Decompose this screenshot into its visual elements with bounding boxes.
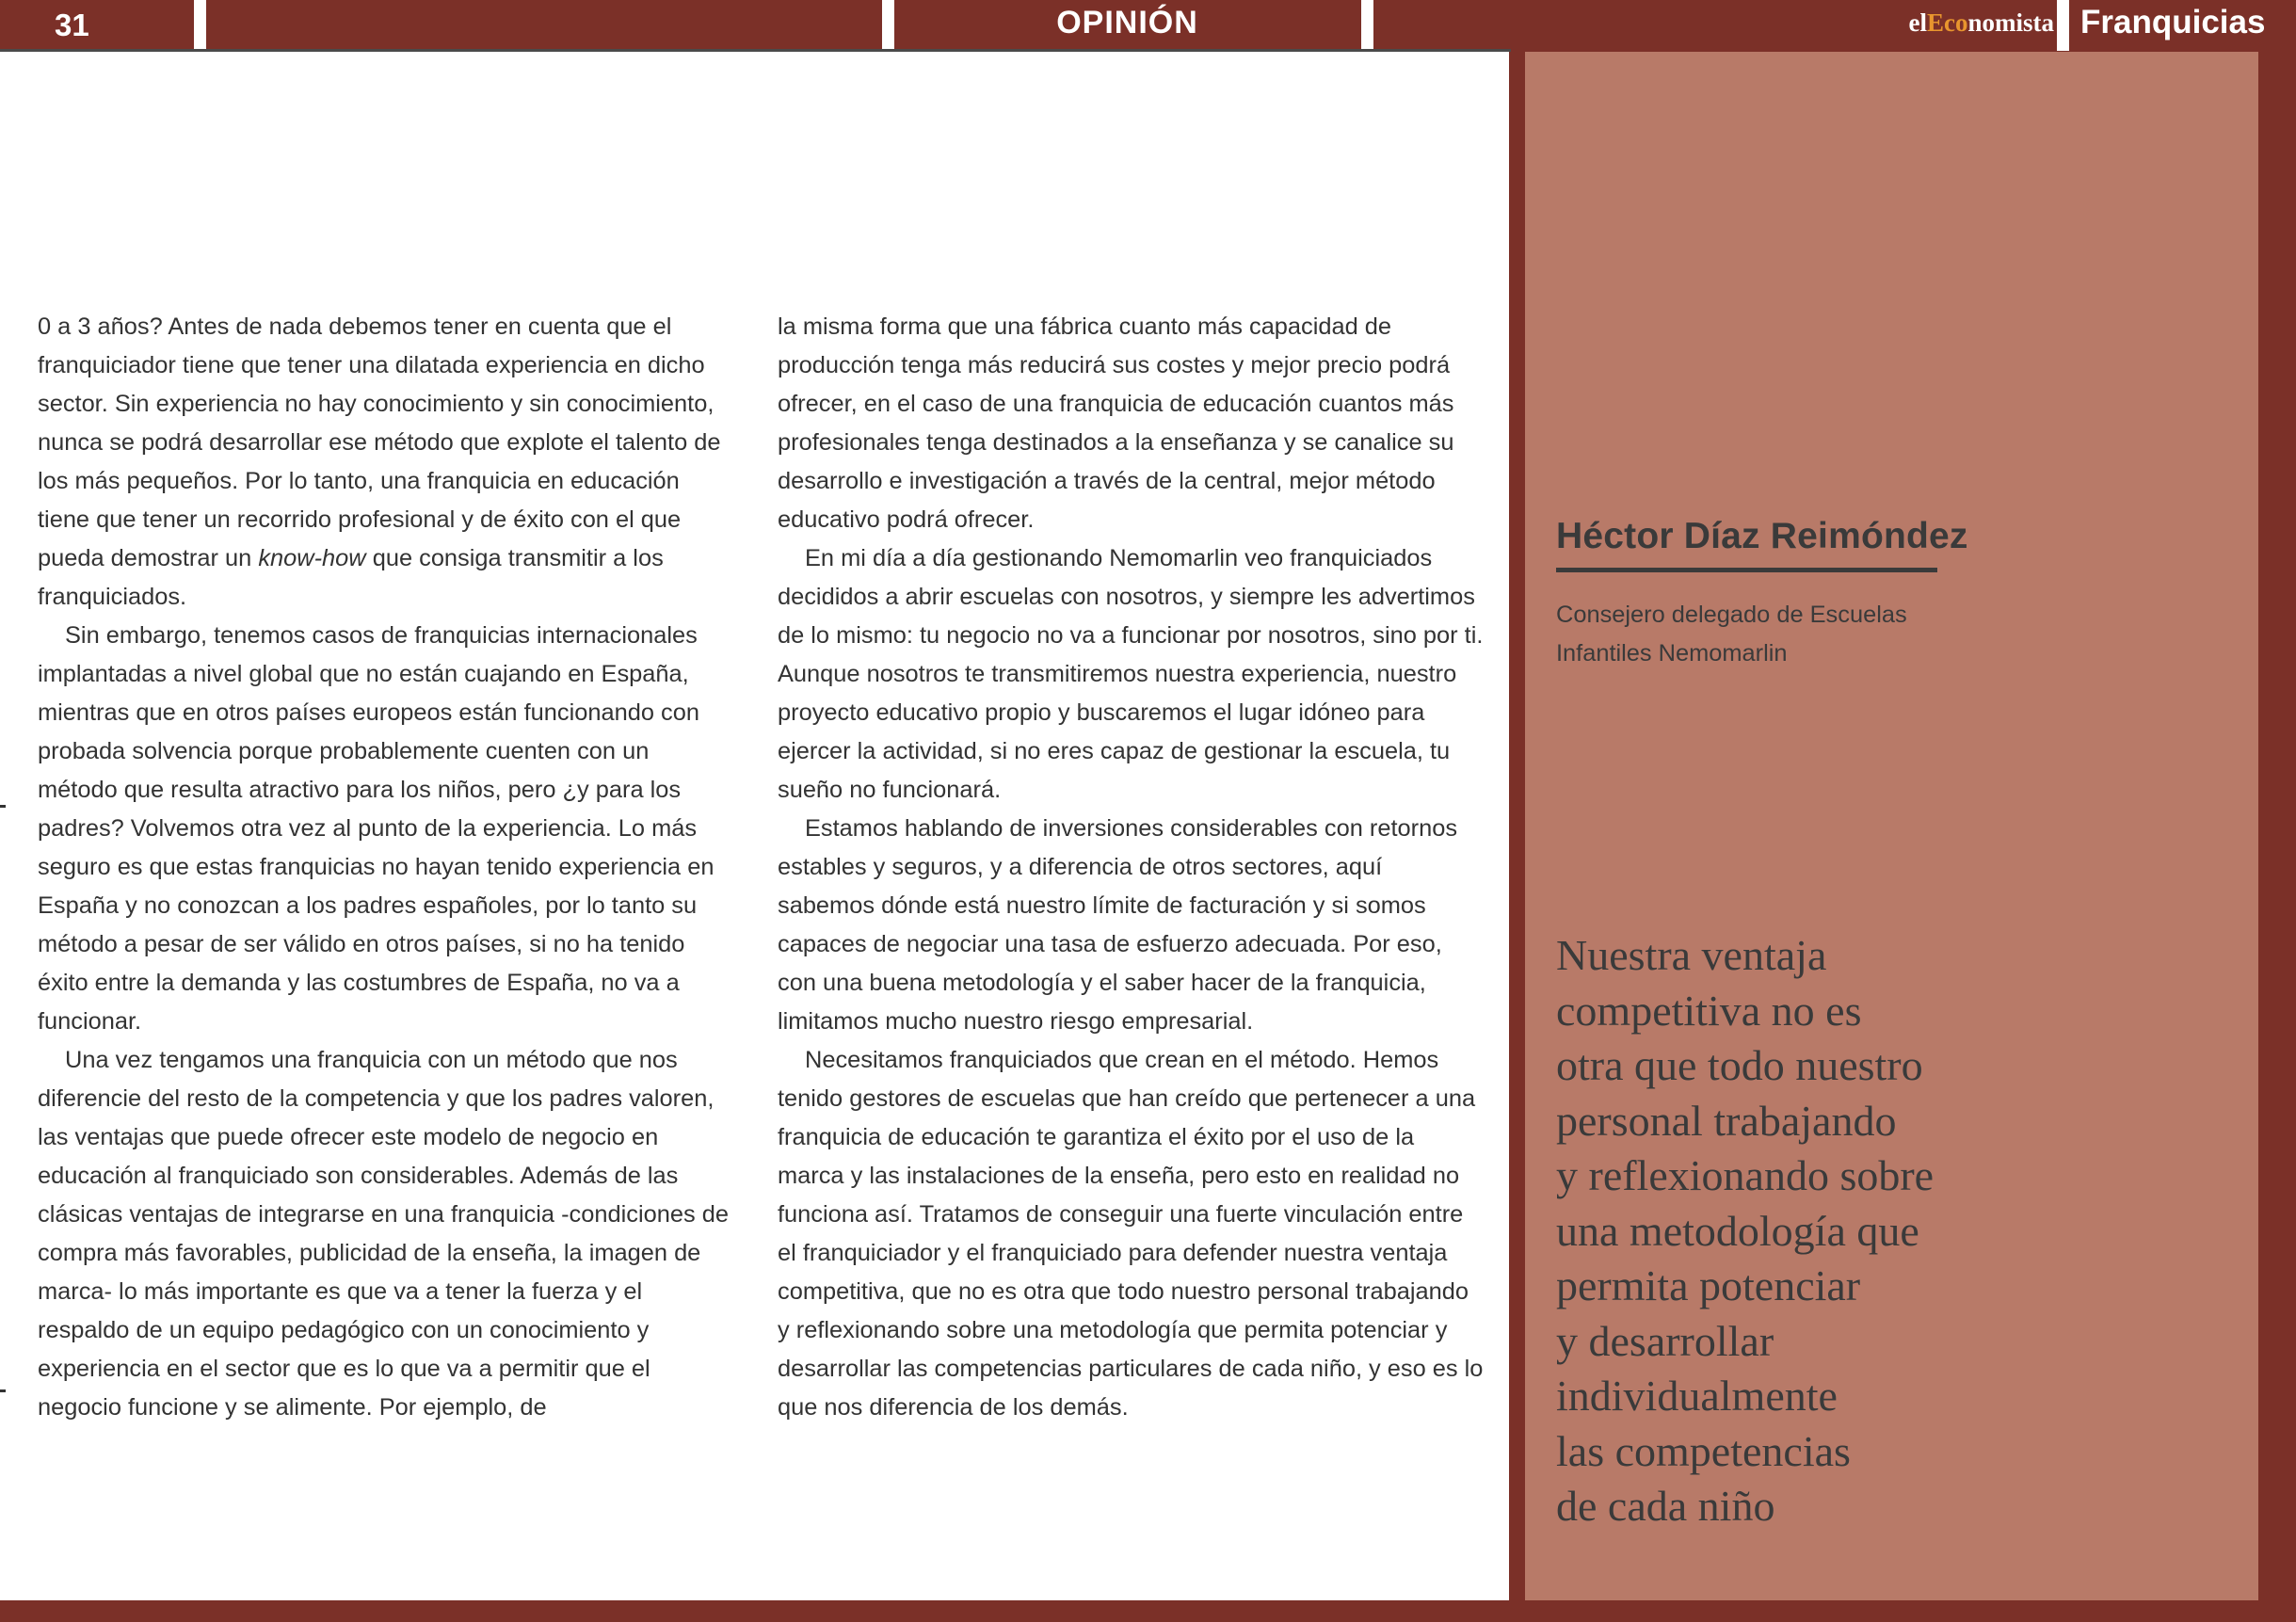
author-sidebar (1525, 52, 2258, 1600)
page-number: 31 (55, 8, 89, 42)
header-divider (1361, 0, 1373, 51)
article-panel (0, 52, 1509, 1600)
header-divider (882, 0, 894, 51)
author-role: Consejero delegado de Escuelas Infantiles Nemomarlin (1556, 602, 1907, 666)
category-label: Franquicias (2080, 4, 2266, 40)
quote-line: y reflexionando sobre (1556, 1151, 1935, 1199)
article-column-2 (778, 308, 1485, 1427)
quote-line: las competencias (1556, 1426, 1851, 1475)
publication-logo: elEconomista (1908, 8, 2054, 37)
article-paragraph: Estamos hablando de inversiones considerables con retornos estables y seguros, y a diferencia de otros sectores, aquí sabemos dónde está nuestro límite de facturación y si somos capaces de negociar una tasa de esfuerzo adecuada. Por eso, con una buena metodología y el saber hacer de la franquicia, limitamos mucho nuestro riesgo empresarial. (778, 815, 1458, 1035)
section-label: OPINIÓN (1056, 5, 1198, 40)
top-bar (0, 0, 2296, 51)
quote-line: personal trabajando (1556, 1096, 1897, 1145)
article-paragraph: En mi día a día gestionando Nemomarlin veo franquiciados decididos a abrir escuelas con nosotros, y siempre les advertimos de lo mismo: tu negocio no va a funcionar por nosotros, sino por ti. Aunque nosotros te transmitiremos nuestra experiencia, nuestro proyecto educativo propio y buscaremos el lugar idóneo para ejercer la actividad, si no eres capaz de gestionar la escuela, tu sueño no funcionará. (778, 545, 1484, 803)
quote-line: y desarrollar (1556, 1316, 1774, 1365)
article-paragraph: 0 a 3 años? Antes de nada debemos tener en cuenta que el franquiciador tiene que tener una dilatada experiencia en dicho sector. Sin experiencia no hay conocimiento y sin conocimiento, nunca se podrá desarrollar ese método que explote el talento de los más pequeños. Por lo tanto, una franquicia en educación tiene que tener un recorrido profesional y de éxito con el que pueda demostrar un know-how que consiga transmitir a los franquiciados. (38, 313, 721, 610)
quote-line: competitiva no es (1556, 986, 1862, 1035)
article-column-1 (38, 308, 734, 1427)
crop-mark (0, 805, 6, 808)
article-paragraph: Necesitamos franquiciados que crean en el método. Hemos tenido gestores de escuelas que han creído que pertenecer a una franquicia de educación te garantiza el éxito por el uso de la marca y las instalaciones de la enseña, pero esto en realidad no funciona así. Tratamos de conseguir una fuerte vinculación entre el franquiciador y el franquiciado para defender nuestra ventaja competitiva, que no es otra que todo nuestro personal trabajando y reflexionando sobre una metodología que permita potenciar y desarrollar las competencias particulares de cada niño, y eso es lo que nos diferencia de los demás. (778, 1047, 1484, 1421)
bottom-bar (0, 1600, 2296, 1622)
author-name: Héctor Díaz Reimóndez (1556, 516, 1968, 556)
author-underline (1556, 568, 1937, 572)
pull-quote (1556, 928, 2027, 1534)
quote-line: una metodología que (1556, 1206, 1919, 1255)
quote-line: otra que todo nuestro (1556, 1041, 1923, 1089)
article-paragraph: la misma forma que una fábrica cuanto más capacidad de producción tenga más reducirá sus costes y mejor precio podrá ofrecer, en el caso de una franquicia de educación cuantos más profesionales tenga destinados a la enseñanza y se canalice su desarrollo e investigación a través de la central, mejor método educativo podrá ofrecer. (778, 313, 1454, 533)
quote-line: permita potenciar (1556, 1261, 1861, 1309)
article-paragraph: Una vez tengamos una franquicia con un método que nos diferencie del resto de la competencia y que los padres valoren, las ventajas que puede ofrecer este modelo de negocio en educación al franquiciado son considerables. Además de las clásicas ventajas de integrarse en una franquicia -condiciones de compra más favorables, publicidad de la enseña, la imagen de marca- lo más importante es que va a tener la fuerza y el respaldo de un equipo pedagógico con un conocimiento y experiencia en el sector que es lo que va a permitir que el negocio funcione y se alimente. Por ejemplo, de (38, 1047, 729, 1421)
quote-line: de cada niño (1556, 1482, 1775, 1530)
quote-line: Nuestra ventaja (1556, 931, 1827, 979)
crop-mark (0, 1389, 6, 1392)
article-paragraph: Sin embargo, tenemos casos de franquicias internacionales implantadas a nivel global que no están cuajando en España, mientras que en otros países europeos están funcionando con probada solvencia porque probablemente cuenten con un método que resulta atractivo para los niños, pero ¿y para los padres? Volvemos otra vez al punto de la experiencia. Lo más seguro es que estas franquicias no hayan tenido experiencia en España y no conozcan a los padres españoles, por lo tanto su método a pesar de ser válido en otros países, si no ha tenido éxito entre la demanda y las costumbres de España, no va a funcionar. (38, 622, 714, 1035)
header-divider (194, 0, 206, 51)
know-how-term: know-how (258, 545, 366, 571)
header-divider (2057, 0, 2069, 51)
quote-line: individualmente (1556, 1372, 1838, 1420)
